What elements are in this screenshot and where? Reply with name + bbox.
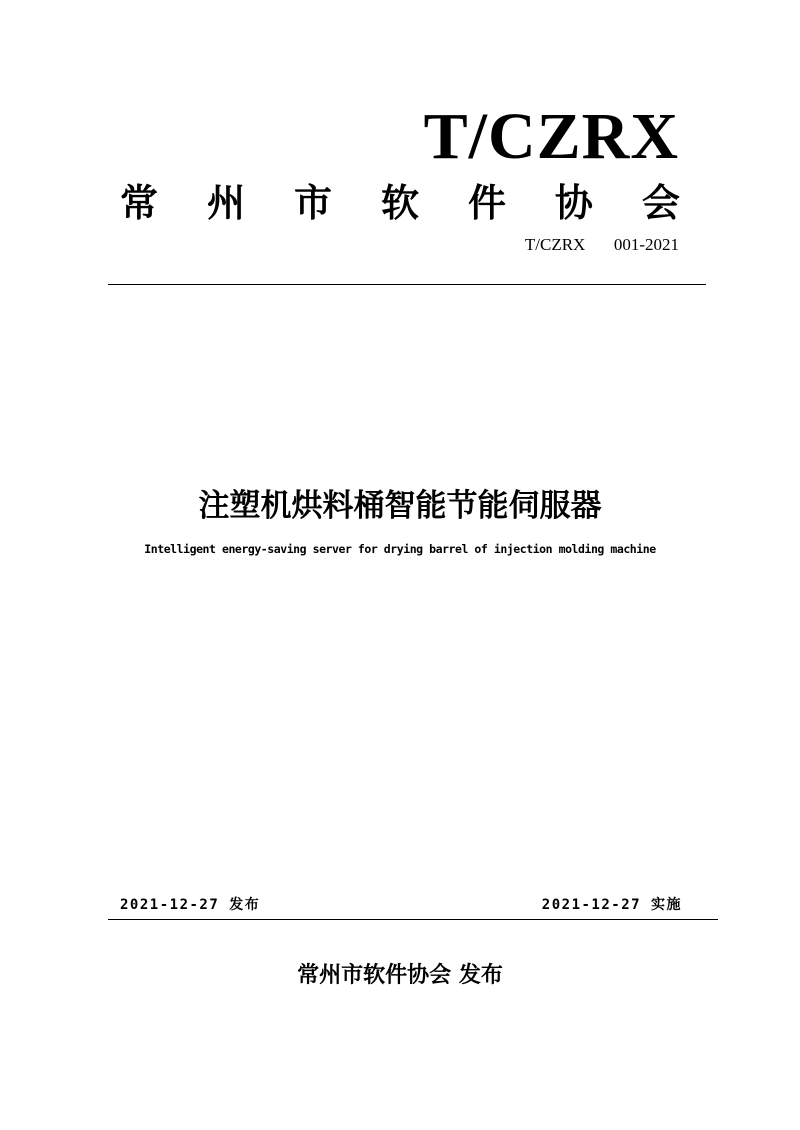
- footer-divider: [108, 919, 718, 920]
- document-title: 注塑机烘料桶智能节能伺服器: [198, 488, 602, 524]
- document-title-english: Intelligent energy-saving server for drying barrel of injection molding machine: [144, 542, 656, 556]
- org-name-char: 州: [206, 181, 245, 225]
- org-name-char: 会: [641, 181, 680, 225]
- standard-code: T/CZRX: [423, 100, 679, 173]
- issue-date: 2021-12-27 发布: [120, 897, 261, 913]
- organization-name: [120, 181, 680, 225]
- standard-number: T/CZRX 001-2021: [524, 235, 679, 254]
- org-name-char: 件: [467, 181, 506, 225]
- header-divider: [108, 284, 706, 285]
- org-name-char: 协: [554, 181, 593, 225]
- implementation-date: 2021-12-27 实施: [541, 897, 682, 913]
- org-name-char: 市: [293, 181, 332, 225]
- publisher: 常州市软件协会 发布: [297, 963, 503, 988]
- org-name-char: 常: [120, 181, 159, 225]
- org-name-char: 软: [380, 181, 419, 225]
